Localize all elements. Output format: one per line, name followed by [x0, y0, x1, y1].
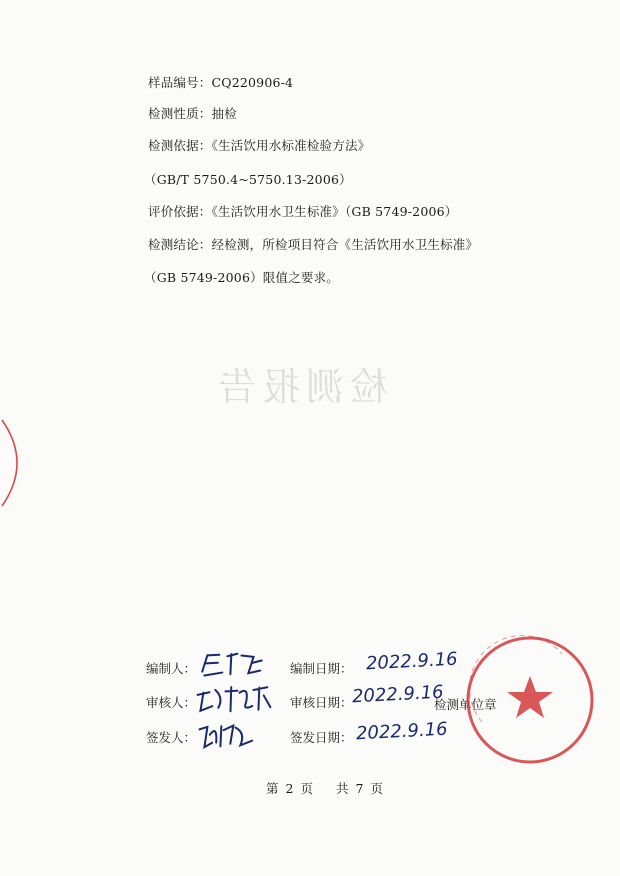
- reviewer-signature: [193, 681, 275, 722]
- conclusion-line-1: 检测结论：经检测，所检项目符合《生活饮用水卫生标准》: [148, 237, 479, 252]
- show-through-title: 检测报告: [212, 365, 389, 409]
- seal-fragment-left: [0, 418, 32, 508]
- page-word: 页: [300, 781, 314, 796]
- compile-date: 2022.9.16: [365, 648, 459, 675]
- compiler-label: 编制人：: [146, 661, 197, 676]
- stamp-label: 检测单位章: [434, 697, 497, 712]
- test-nature: 检测性质：抽检: [148, 106, 237, 121]
- sample-number: 样品编号：CQ220906-4: [148, 75, 294, 90]
- issue-date-label: 签发日期：: [290, 730, 353, 745]
- review-date-label: 审核日期：: [290, 695, 353, 710]
- official-seal: [462, 632, 598, 768]
- total-pages: 7: [355, 781, 365, 796]
- compiler-signature-mark: [197, 646, 269, 682]
- total-word: 页: [370, 781, 384, 796]
- page-footer: [266, 779, 390, 797]
- issuer-signature: [195, 718, 257, 758]
- issuer-label: 签发人：: [146, 730, 197, 745]
- review-date: 2022.9.16: [351, 681, 445, 708]
- reviewer-signature-mark: [193, 681, 275, 717]
- issuer-signature-mark: [195, 718, 257, 753]
- total-prefix: 共: [335, 781, 350, 796]
- issue-date: 2022.9.16: [355, 718, 449, 745]
- test-basis-code: （GB/T 5750.4~5750.13-2006）: [144, 172, 352, 187]
- page-prefix: 第: [266, 781, 280, 796]
- compile-date-label: 编制日期：: [290, 661, 353, 676]
- reviewer-label: 审核人：: [146, 695, 197, 710]
- page-number: 2: [285, 781, 295, 796]
- test-basis: 检测依据：《生活饮用水标准检验方法》: [148, 138, 371, 153]
- conclusion-line-2: （GB 5749-2006）限值之要求。: [144, 270, 339, 285]
- evaluation-basis: 评价依据：《生活饮用水卫生标准》（GB 5749-2006）: [148, 204, 458, 219]
